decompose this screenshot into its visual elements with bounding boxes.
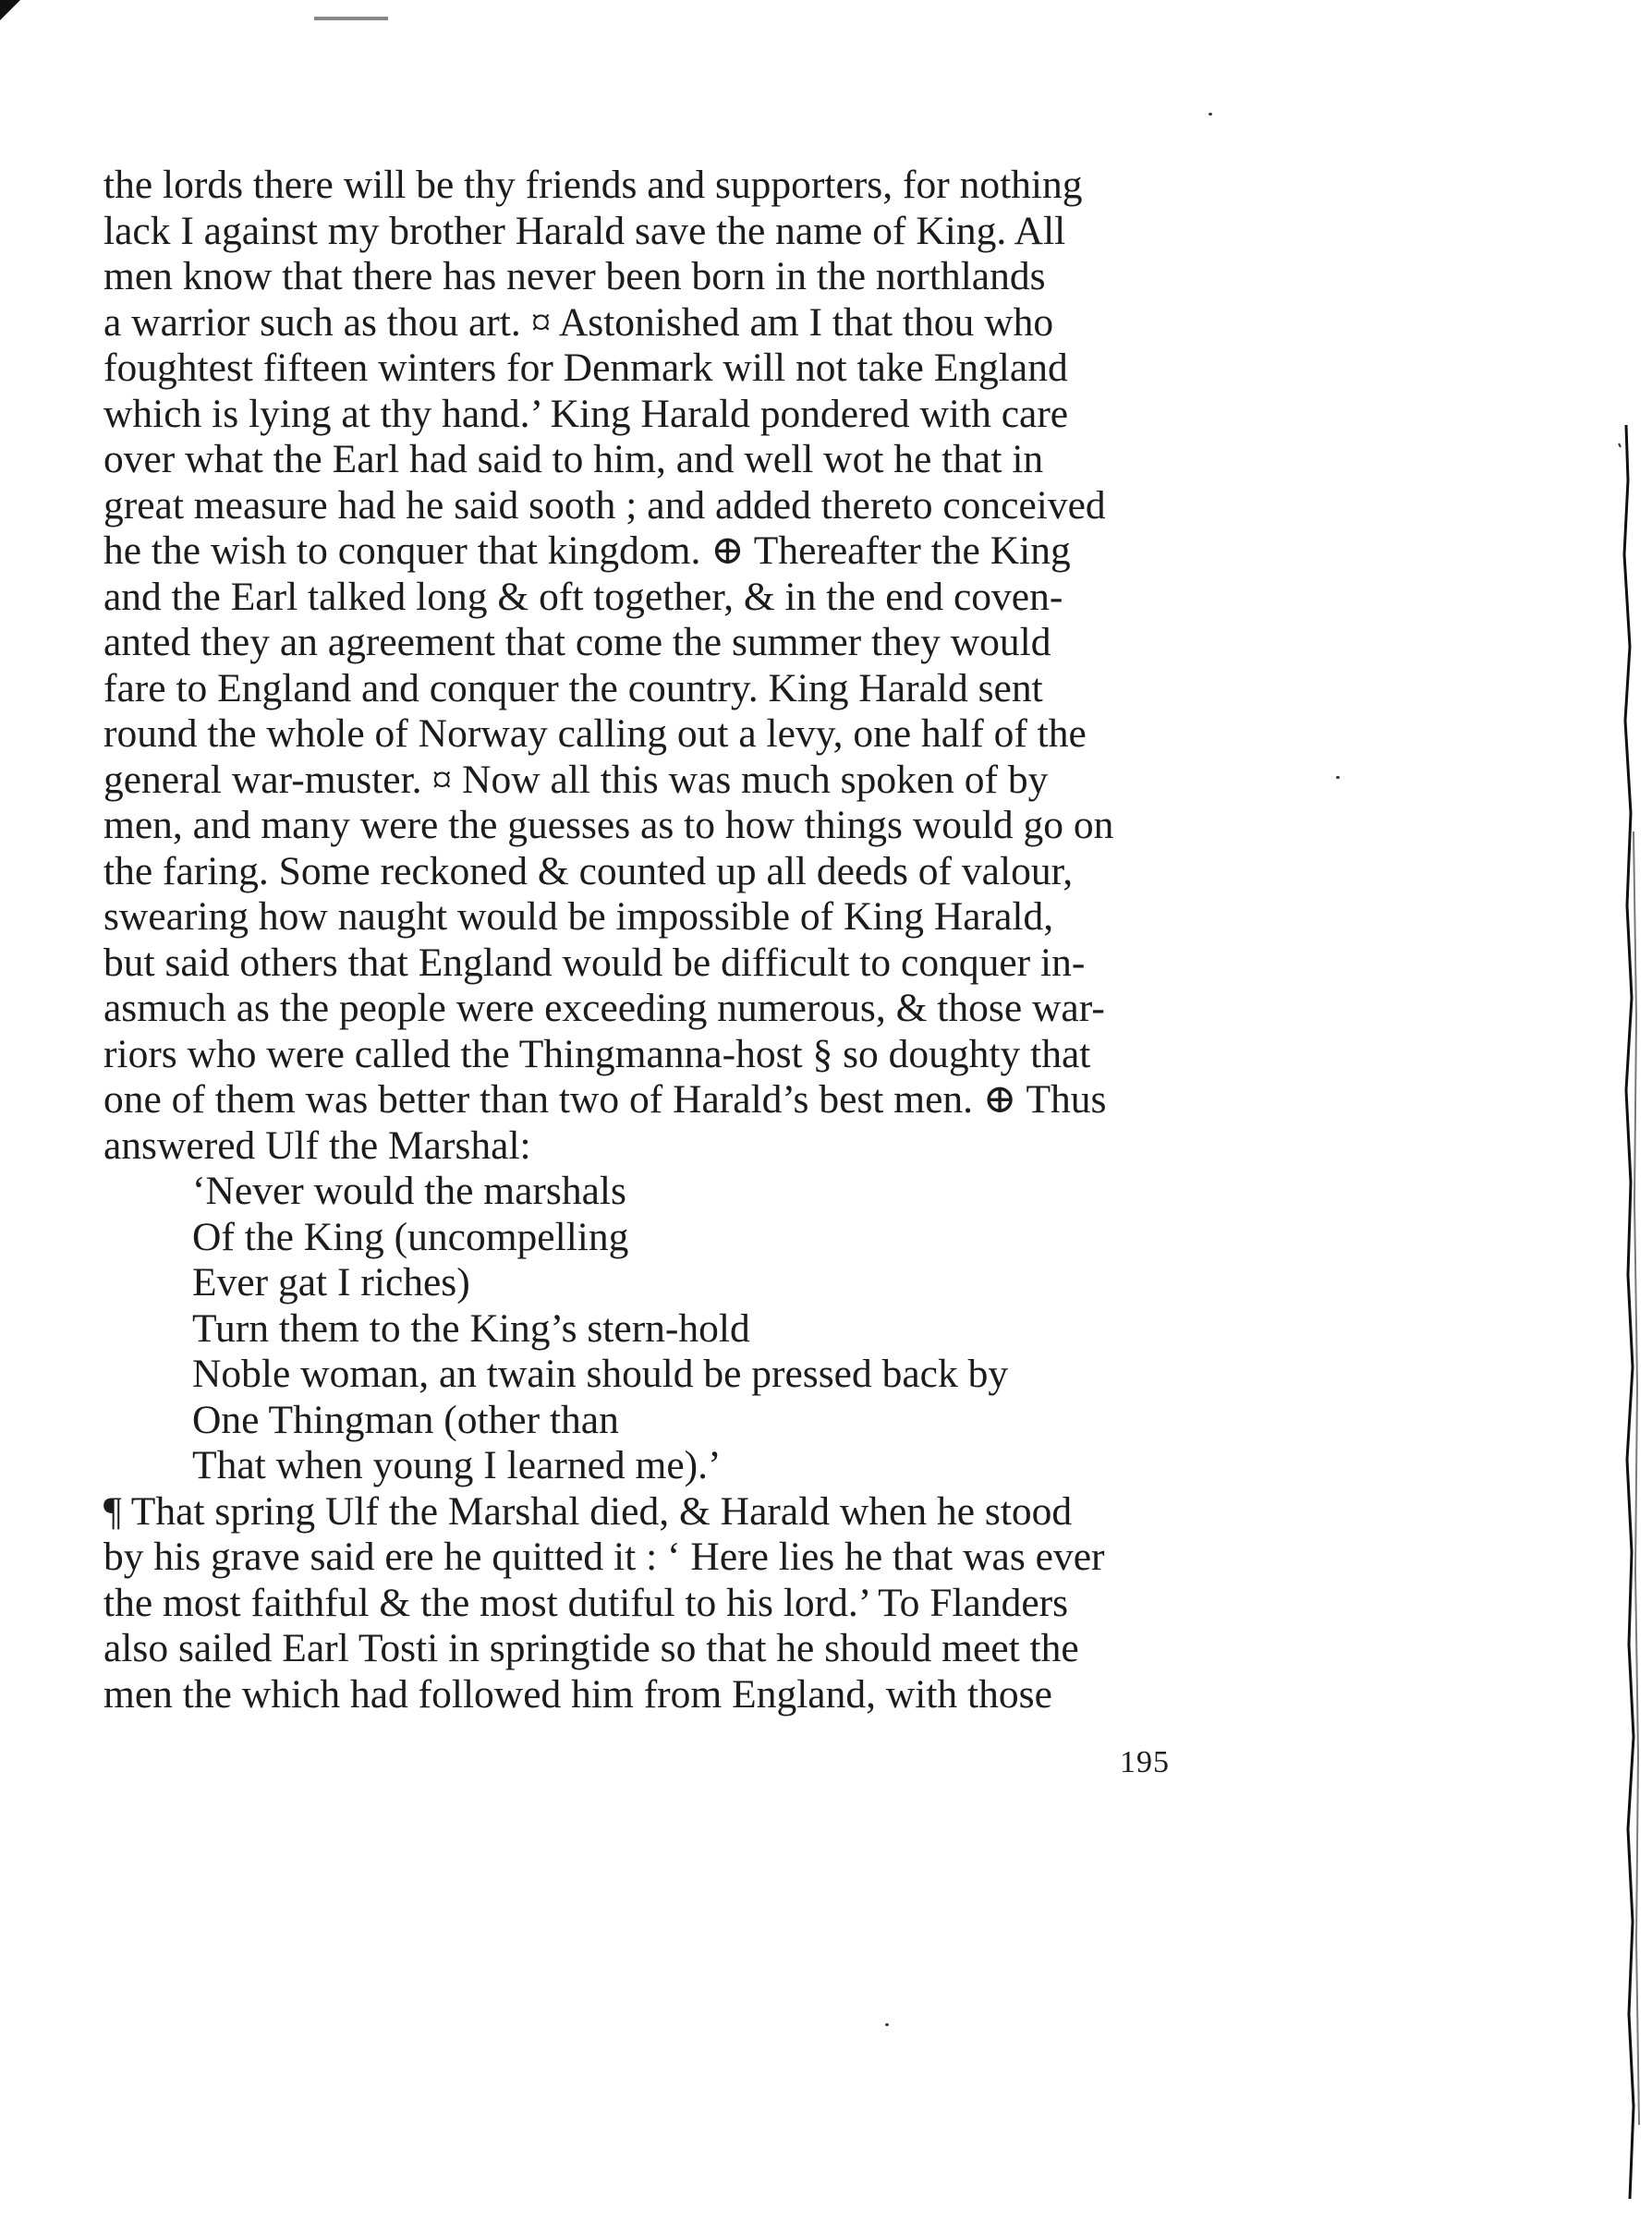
text-line: ¶ That spring Ulf the Marshal died, & Harald when he stood [103, 1488, 1073, 1534]
verse-line: ‘Never would the marshals [192, 1169, 626, 1213]
dust-speck [1336, 776, 1340, 779]
text-line: answered Ulf the Marshal: [103, 1123, 531, 1168]
text-line: swearing how naught would be impossible of King Harald, [103, 894, 1054, 939]
text-line: the most faithful & the most dutiful to his lord.’ To Flanders [103, 1580, 1069, 1625]
text-line: men know that there has never been born in the northlands [103, 254, 1046, 298]
text-line: one of them was better than two of Harald’s best men. ⊕ Thus [103, 1077, 1107, 1122]
text-line: by his grave said ere he quitted it : ‘ Here lies he that was ever [103, 1535, 1105, 1579]
text-line: a warrior such as thou art. ¤ Astonished am I that thou who [103, 299, 1054, 345]
verse-line: Of the King (uncompelling [192, 1214, 629, 1259]
dust-speck [1209, 113, 1212, 115]
verse-line: One Thingman (other than [192, 1397, 619, 1442]
scan-corner-mark [0, 0, 20, 20]
text-line: round the whole of Norway calling out a levy, one half of the [103, 711, 1087, 756]
body-text [103, 163, 1268, 1717]
verse-line: That when young I learned me).’ [192, 1443, 722, 1487]
text-line: and the Earl talked long & oft together, & in the end coven- [103, 574, 1063, 619]
verse-line: Ever gat I riches) [192, 1260, 470, 1305]
text-line: lack I against my brother Harald save the name of King. All [103, 208, 1066, 253]
text-line: he the wish to conquer that kingdom. ⊕ Thereafter the King [103, 528, 1071, 573]
text-line: anted they an agreement that come the summer they would [103, 620, 1051, 664]
dust-speck [885, 2023, 889, 2026]
text-line: general war-muster. ¤ Now all this was much spoken of by [103, 757, 1049, 802]
text-line: men the which had followed him from England, with those [103, 1671, 1052, 1717]
text-line: the lords there will be thy friends and supporters, for nothing [103, 163, 1083, 207]
verse-line: Noble woman, an twain should be pressed back by [192, 1352, 1009, 1396]
text-line: foughtest fifteen winters for Denmark will not take England [103, 346, 1068, 390]
text-line: asmuch as the people were exceeding numerous, & those war- [103, 986, 1105, 1030]
prose-before-verse [103, 163, 1268, 1169]
page-edge-shadow [1597, 0, 1652, 2233]
text-line: which is lying at thy hand.’ King Harald pondered with care [103, 391, 1069, 436]
text-line: riors who were called the Thingmanna-host § so doughty that [103, 1031, 1091, 1076]
text-line: also sailed Earl Tosti in springtide so that he should meet the [103, 1626, 1079, 1670]
text-line: but said others that England would be difficult to conquer in- [103, 940, 1086, 985]
prose-after-verse [103, 1489, 1268, 1718]
text-line: fare to England and conquer the country. King Harald sent [103, 665, 1043, 710]
text-line: great measure had he said sooth ; and added thereto conceived [103, 482, 1106, 528]
text-line: over what the Earl had said to him, and well wot he that in [103, 437, 1044, 481]
scan-top-smudge [314, 17, 388, 20]
verse-stanza [103, 1169, 1268, 1489]
page-number: 195 [1120, 1745, 1170, 1779]
text-line: men, and many were the guesses as to how things would go on [103, 803, 1114, 847]
text-line: the faring. Some reckoned & counted up all deeds of valour, [103, 848, 1074, 893]
verse-line: Turn them to the King’s stern-hold [192, 1305, 750, 1351]
